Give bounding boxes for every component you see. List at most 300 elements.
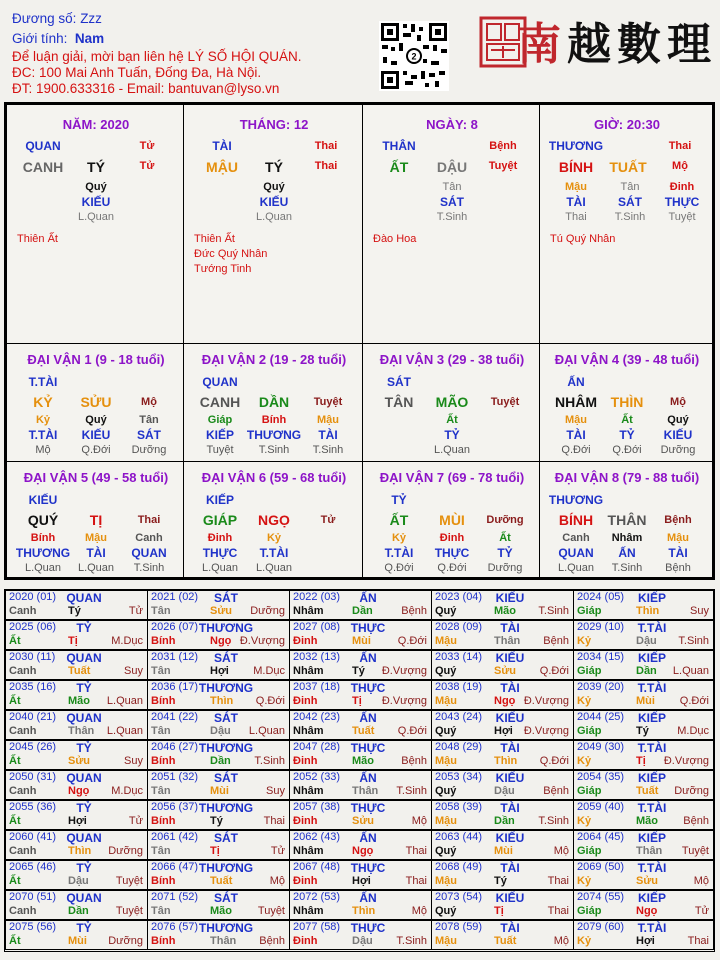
year-label: 2077 (58) bbox=[293, 921, 341, 933]
tang-can: Quý bbox=[667, 414, 689, 426]
thap-than: QUAN bbox=[66, 831, 102, 845]
than-sat: Tú Quý Nhân bbox=[550, 233, 616, 245]
luu-nien-cell[interactable] bbox=[289, 740, 432, 770]
thap-than: THƯƠNG bbox=[198, 621, 254, 635]
luu-nien-cell[interactable] bbox=[5, 680, 148, 710]
luu-nien-cell[interactable] bbox=[431, 710, 574, 740]
truong-sinh: Mộ bbox=[411, 815, 427, 827]
luu-nien-cell[interactable] bbox=[5, 890, 148, 920]
thap-than: SÁT bbox=[214, 591, 238, 605]
thien-can: Canh bbox=[9, 725, 37, 737]
truong-sinh: Thai bbox=[137, 514, 161, 526]
thien-can: Canh bbox=[9, 785, 37, 797]
year-label: 2048 (29) bbox=[435, 741, 483, 753]
dia-chi: Thân bbox=[352, 785, 379, 797]
thien-can: ẤT bbox=[389, 159, 409, 175]
luu-nien-cell[interactable] bbox=[5, 710, 148, 740]
thap-than: QUAN bbox=[66, 711, 102, 725]
tang-can-thap-than: TÀI bbox=[668, 546, 688, 560]
dia-chi: Tị bbox=[68, 635, 78, 647]
tang-can-thap-than: SÁT bbox=[618, 195, 642, 209]
luu-nien-cell[interactable] bbox=[5, 830, 148, 860]
dia-chi: Thìn bbox=[636, 605, 660, 617]
dai-van-title: ĐẠI VẬN 8 (79 - 88 tuổi) bbox=[554, 470, 700, 485]
dai-van-5[interactable] bbox=[6, 461, 184, 578]
tang-can: Bính bbox=[261, 414, 287, 426]
thien-can: Nhâm bbox=[293, 605, 324, 617]
thap-than: KIẾP bbox=[637, 771, 667, 785]
thap-than: QUAN bbox=[25, 139, 61, 153]
thien-can: Giáp bbox=[577, 725, 602, 737]
luu-nien-cell[interactable] bbox=[289, 830, 432, 860]
luu-nien-cell[interactable] bbox=[5, 800, 148, 830]
luu-nien-cell[interactable] bbox=[147, 860, 290, 890]
thap-than: SÁT bbox=[214, 651, 238, 665]
dia-chi: TÝ bbox=[265, 159, 283, 175]
truong-sinh: Mộ bbox=[553, 845, 569, 857]
thap-than: KIẾP bbox=[637, 711, 667, 725]
luu-nien-cell[interactable] bbox=[289, 680, 432, 710]
thien-can: Nhâm bbox=[293, 665, 324, 677]
truong-sinh: M.Dục bbox=[111, 785, 143, 797]
gioi-tinh-label: Giới tính: bbox=[12, 31, 68, 46]
thien-can: Giáp bbox=[577, 665, 602, 677]
year-label: 2043 (24) bbox=[435, 711, 483, 723]
thien-can: Tân bbox=[151, 845, 171, 857]
thap-than: T.TÀI bbox=[637, 921, 667, 935]
luu-nien-cell[interactable] bbox=[431, 650, 574, 680]
luu-nien-cell[interactable] bbox=[289, 860, 432, 890]
tang-can-thap-than: KIẾU bbox=[663, 428, 693, 442]
thien-can: Đinh bbox=[293, 815, 318, 827]
truong-sinh: T.Sinh bbox=[538, 815, 569, 827]
luu-nien-table bbox=[4, 589, 715, 952]
dia-chi: Sửu bbox=[68, 755, 91, 767]
luu-nien-cell[interactable] bbox=[431, 800, 574, 830]
truong-sinh: Mộ bbox=[553, 935, 569, 947]
luu-nien-cell[interactable] bbox=[573, 680, 714, 710]
luu-nien-cell[interactable] bbox=[5, 860, 148, 890]
pillar-title: GIỜ: 20:30 bbox=[593, 117, 661, 132]
thap-than: TÀI bbox=[500, 861, 520, 875]
luu-nien-cell[interactable] bbox=[573, 860, 714, 890]
tang-can-truong-sinh: T.Sinh bbox=[258, 444, 290, 456]
dia-chi: Sửu bbox=[210, 605, 233, 617]
luu-nien-cell[interactable] bbox=[573, 830, 714, 860]
luu-nien-cell[interactable] bbox=[289, 650, 432, 680]
tang-can: Ất bbox=[446, 414, 458, 426]
luu-nien-cell[interactable] bbox=[5, 770, 148, 800]
tang-can-thap-than: T.TÀI bbox=[259, 546, 289, 560]
dia-chi: Tuất bbox=[494, 935, 517, 947]
luu-nien-cell[interactable] bbox=[147, 650, 290, 680]
year-label: 2072 (53) bbox=[293, 891, 341, 903]
tang-can: Mậu bbox=[667, 532, 689, 544]
dia-chi: Mão bbox=[494, 605, 516, 617]
tang-can-truong-sinh: Q.Đới bbox=[437, 562, 467, 574]
luu-nien-cell[interactable] bbox=[289, 590, 432, 620]
thap-than: T.TÀI bbox=[637, 621, 667, 635]
qr-code-icon[interactable] bbox=[379, 21, 449, 91]
thap-than: QUAN bbox=[66, 771, 102, 785]
thien-can: Đinh bbox=[293, 935, 318, 947]
dia-chi: NGỌ bbox=[258, 512, 290, 528]
thap-than: TỶ bbox=[76, 681, 92, 695]
year-label: 2020 (01) bbox=[9, 591, 57, 603]
truong-sinh: Mộ bbox=[269, 875, 285, 887]
thien-can: Mậu bbox=[435, 755, 457, 767]
dai-van-6[interactable] bbox=[183, 461, 363, 578]
tang-can-thap-than: TỶ bbox=[497, 546, 513, 560]
tang-can: Mậu bbox=[565, 181, 587, 193]
year-label: 2025 (06) bbox=[9, 621, 57, 633]
year-label: 2068 (49) bbox=[435, 861, 483, 873]
dia-chi: DẬU bbox=[436, 159, 468, 175]
thap-than: QUAN bbox=[66, 891, 102, 905]
thien-can: BÍNH bbox=[558, 159, 594, 175]
tang-can: Mậu bbox=[565, 414, 587, 426]
thien-can: Bính bbox=[151, 875, 176, 887]
thien-can: Ất bbox=[9, 695, 21, 707]
year-label: 2042 (23) bbox=[293, 711, 341, 723]
dia-chi: Thìn bbox=[68, 845, 92, 857]
tang-can-thap-than: QUAN bbox=[558, 546, 594, 560]
year-label: 2033 (14) bbox=[435, 651, 483, 663]
tang-can-truong-sinh: T.Sinh bbox=[611, 562, 643, 574]
tang-can: Quý bbox=[85, 181, 107, 193]
truong-sinh: M.Dục bbox=[111, 635, 143, 647]
dai-van-7[interactable] bbox=[362, 461, 540, 578]
truong-sinh: Tuyệt bbox=[313, 396, 343, 408]
luu-nien-cell[interactable] bbox=[147, 710, 290, 740]
than-sat: Thiên Ất bbox=[194, 233, 235, 245]
dia-chi: Ngọ bbox=[636, 905, 658, 917]
luu-nien-cell[interactable] bbox=[431, 830, 574, 860]
dia-chi: Tuất bbox=[210, 875, 233, 887]
thap-than: TÀI bbox=[500, 681, 520, 695]
year-label: 2051 (32) bbox=[151, 771, 199, 783]
dai-van-title: ĐẠI VẬN 6 (59 - 68 tuổi) bbox=[201, 470, 347, 485]
truong-sinh: Bệnh bbox=[664, 514, 692, 526]
tang-can-thap-than: SÁT bbox=[137, 428, 161, 442]
dia-chi: Tị bbox=[210, 845, 220, 857]
than-sat: Tướng Tinh bbox=[194, 263, 252, 275]
tang-can-truong-sinh: T.Sinh bbox=[133, 562, 165, 574]
truong-sinh-chi: Thai bbox=[314, 160, 338, 172]
pillar-year bbox=[6, 104, 184, 344]
pillar-title: THÁNG: 12 bbox=[239, 117, 309, 132]
thap-than: THƯƠNG bbox=[548, 139, 604, 153]
thien-can: GIÁP bbox=[202, 512, 238, 528]
luu-nien-cell[interactable] bbox=[147, 620, 290, 650]
dai-van-2[interactable] bbox=[183, 343, 363, 462]
dia-chi: SỬU bbox=[80, 394, 112, 410]
luu-nien-cell[interactable] bbox=[431, 920, 574, 950]
thap-than: TỶ bbox=[76, 741, 92, 755]
thien-can: BÍNH bbox=[558, 512, 594, 528]
year-label: 2079 (60) bbox=[577, 921, 625, 933]
luu-nien-cell[interactable] bbox=[289, 800, 432, 830]
year-label: 2032 (13) bbox=[293, 651, 341, 663]
luu-nien-cell[interactable] bbox=[289, 920, 432, 950]
truong-sinh: Mộ bbox=[411, 905, 427, 917]
thien-can: Ất bbox=[9, 755, 21, 767]
tang-can-truong-sinh: Q.Đới bbox=[612, 444, 642, 456]
thap-than: THƯƠNG bbox=[198, 681, 254, 695]
thien-can: Kỷ bbox=[577, 635, 592, 647]
thien-can: Canh bbox=[9, 905, 37, 917]
year-label: 2056 (37) bbox=[151, 801, 199, 813]
year-label: 2052 (33) bbox=[293, 771, 341, 783]
luu-nien-cell[interactable] bbox=[147, 890, 290, 920]
than-sat: Thiên Ất bbox=[17, 233, 58, 245]
thien-can: Quý bbox=[435, 845, 457, 857]
luu-nien-cell[interactable] bbox=[431, 620, 574, 650]
thien-can: Bính bbox=[151, 695, 176, 707]
truong-sinh: Bệnh bbox=[683, 815, 709, 827]
dia-chi: Mão bbox=[68, 695, 90, 707]
truong-sinh: Mộ bbox=[693, 875, 709, 887]
luu-nien-cell[interactable] bbox=[431, 770, 574, 800]
luu-nien-cell[interactable] bbox=[147, 830, 290, 860]
truong-sinh: Q.Đới bbox=[539, 755, 569, 767]
dia-chi: Sửu bbox=[352, 815, 375, 827]
thien-can: Canh bbox=[9, 845, 37, 857]
luu-nien-cell[interactable] bbox=[573, 770, 714, 800]
pillar-title: NGÀY: 8 bbox=[426, 117, 478, 132]
tang-can-truong-sinh: T.Sinh bbox=[436, 211, 468, 223]
luu-nien-cell[interactable] bbox=[147, 680, 290, 710]
dia-chi: Tị bbox=[636, 755, 646, 767]
dia-chi: Hợi bbox=[210, 665, 229, 677]
dia-chi: Thân bbox=[494, 635, 521, 647]
truong-sinh: Dưỡng bbox=[486, 514, 524, 526]
thap-than: QUAN bbox=[66, 651, 102, 665]
thien-can: Mậu bbox=[435, 875, 457, 887]
thap-than: ẤN bbox=[359, 711, 377, 725]
truong-sinh: Tử bbox=[320, 514, 336, 526]
dia-chi: Hợi bbox=[494, 725, 513, 737]
truong-sinh: Bệnh bbox=[543, 785, 569, 797]
truong-sinh: L.Quan bbox=[106, 695, 143, 707]
year-label: 2023 (04) bbox=[435, 591, 483, 603]
dia-chi: Tuất bbox=[68, 665, 91, 677]
truong-sinh: Tử bbox=[128, 815, 143, 827]
tang-can-thap-than: T.TÀI bbox=[384, 546, 414, 560]
truong-sinh: T.Sinh bbox=[396, 785, 427, 797]
luu-nien-cell[interactable] bbox=[5, 590, 148, 620]
dia-chi: Dần bbox=[494, 815, 515, 827]
tang-can: Kỷ bbox=[391, 532, 407, 544]
truong-sinh: Bệnh bbox=[543, 635, 569, 647]
year-label: 2061 (42) bbox=[151, 831, 199, 843]
luu-nien-cell[interactable] bbox=[573, 620, 714, 650]
dia-chi: Thìn bbox=[210, 695, 234, 707]
dia-chi: Dậu bbox=[210, 725, 231, 737]
tang-can-thap-than: THỰC bbox=[664, 195, 700, 209]
luu-nien-cell[interactable] bbox=[5, 740, 148, 770]
thien-can: Đinh bbox=[293, 875, 318, 887]
tang-can-truong-sinh: L.Quan bbox=[201, 562, 239, 574]
tang-can-truong-sinh: L.Quan bbox=[255, 562, 293, 574]
thap-than: T.TÀI bbox=[637, 681, 667, 695]
truong-sinh: L.Quan bbox=[672, 665, 709, 677]
thien-can: Mậu bbox=[435, 635, 457, 647]
phone-email-line: ĐT: 1900.633316 - Email: bantuvan@lyso.vn bbox=[12, 81, 280, 96]
luu-nien-cell[interactable] bbox=[147, 920, 290, 950]
truong-sinh: Mộ bbox=[670, 396, 686, 408]
than-sat: Đào Hoa bbox=[373, 233, 417, 245]
dia-chi: Mão bbox=[210, 905, 232, 917]
dia-chi: Ngọ bbox=[352, 845, 374, 857]
tang-can-truong-sinh: T.Sinh bbox=[312, 444, 344, 456]
thap-than: ẤN bbox=[359, 771, 377, 785]
contact-line: Để luận giải, mời bạn liên hệ LÝ SỐ HỘI QUÁN. bbox=[12, 49, 302, 64]
truong-sinh: M.Dục bbox=[677, 725, 709, 737]
dia-chi: Dần bbox=[636, 665, 657, 677]
truong-sinh: T.Sinh bbox=[396, 935, 427, 947]
tang-can-truong-sinh: L.Quan bbox=[77, 562, 115, 574]
tang-can: Đinh bbox=[207, 532, 233, 544]
tang-can-truong-sinh: L.Quan bbox=[255, 211, 293, 223]
luu-nien-cell[interactable] bbox=[431, 860, 574, 890]
truong-sinh: Tử bbox=[694, 905, 709, 917]
tang-can-thap-than: QUAN bbox=[131, 546, 167, 560]
thien-can: CANH bbox=[22, 159, 64, 175]
year-label: 2070 (51) bbox=[9, 891, 57, 903]
luu-nien-cell[interactable] bbox=[289, 890, 432, 920]
thap-than: TỶ bbox=[76, 801, 92, 815]
dai-van-title: ĐẠI VẬN 3 (29 - 38 tuổi) bbox=[379, 352, 525, 367]
tang-can-truong-sinh: Q.Đới bbox=[561, 444, 591, 456]
luu-nien-cell[interactable] bbox=[573, 920, 714, 950]
tang-can-truong-sinh: Dưỡng bbox=[131, 444, 167, 456]
tang-can-truong-sinh: T.Sinh bbox=[614, 211, 646, 223]
year-label: 2026 (07) bbox=[151, 621, 199, 633]
thap-than: KIẾP bbox=[637, 651, 667, 665]
truong-sinh: Q.Đới bbox=[539, 665, 569, 677]
luu-nien-cell[interactable] bbox=[573, 650, 714, 680]
luu-nien-cell[interactable] bbox=[147, 800, 290, 830]
dai-van-title: ĐẠI VẬN 4 (39 - 48 tuổi) bbox=[554, 352, 700, 367]
luu-nien-cell[interactable] bbox=[147, 770, 290, 800]
dai-van-1[interactable] bbox=[6, 343, 184, 462]
thien-can: KỶ bbox=[33, 394, 53, 410]
luu-nien-cell[interactable] bbox=[431, 740, 574, 770]
year-label: 2066 (47) bbox=[151, 861, 199, 873]
luu-nien-cell[interactable] bbox=[147, 740, 290, 770]
dia-chi: Thân bbox=[636, 845, 663, 857]
truong-sinh: Tuyệt bbox=[115, 905, 143, 917]
dia-chi: Tuất bbox=[352, 725, 375, 737]
year-label: 2064 (45) bbox=[577, 831, 625, 843]
dai-van-8[interactable] bbox=[539, 461, 713, 578]
luu-nien-cell[interactable] bbox=[573, 890, 714, 920]
luu-nien-cell[interactable] bbox=[431, 890, 574, 920]
luu-nien-cell[interactable] bbox=[431, 590, 574, 620]
thap-than: THỰC bbox=[350, 921, 386, 935]
thap-than: KIẾU bbox=[495, 591, 525, 605]
truong-sinh: Tuyệt bbox=[681, 845, 709, 857]
dai-van-4[interactable] bbox=[539, 343, 713, 462]
luu-nien-cell[interactable] bbox=[573, 590, 714, 620]
dia-chi: Thân bbox=[210, 935, 237, 947]
dia-chi: MÃO bbox=[435, 394, 469, 410]
truong-sinh: Đ.Vượng bbox=[523, 725, 569, 737]
luu-nien-cell[interactable] bbox=[289, 710, 432, 740]
dia-chi: Mùi bbox=[210, 785, 229, 797]
tang-can: Mậu bbox=[85, 532, 107, 544]
tang-can-truong-sinh: Tuyệt bbox=[206, 444, 234, 456]
year-label: 2022 (03) bbox=[293, 591, 341, 603]
truong-sinh: Đ.Vượng bbox=[663, 755, 709, 767]
thien-can: Tân bbox=[151, 665, 171, 677]
thien-can: NHÂM bbox=[555, 394, 597, 410]
thap-than: TÀI bbox=[500, 621, 520, 635]
thien-can: Giáp bbox=[577, 605, 602, 617]
thien-can: QUÝ bbox=[27, 512, 59, 528]
thap-than: T.TÀI bbox=[28, 375, 58, 389]
thap-than: TÀI bbox=[500, 921, 520, 935]
tang-can-truong-sinh: Dưỡng bbox=[487, 562, 523, 574]
thien-can: Kỷ bbox=[577, 755, 592, 767]
dia-chi: Dần bbox=[68, 905, 89, 917]
luu-nien-cell[interactable] bbox=[5, 920, 148, 950]
year-label: 2069 (50) bbox=[577, 861, 625, 873]
luu-nien-cell[interactable] bbox=[573, 740, 714, 770]
thap-than: ẤN bbox=[359, 891, 377, 905]
thien-can: Bính bbox=[151, 935, 176, 947]
luu-nien-cell[interactable] bbox=[289, 770, 432, 800]
thap-than: THỰC bbox=[350, 681, 386, 695]
luu-nien-cell[interactable] bbox=[289, 620, 432, 650]
luu-nien-cell[interactable] bbox=[5, 620, 148, 650]
tang-can-thap-than: TỶ bbox=[444, 428, 460, 442]
luu-nien-cell[interactable] bbox=[147, 590, 290, 620]
dia-chi: Tý bbox=[352, 665, 365, 677]
luu-nien-cell[interactable] bbox=[573, 710, 714, 740]
truong-sinh: Q.Đới bbox=[397, 725, 427, 737]
pillar-title: NĂM: 2020 bbox=[62, 117, 130, 132]
thien-can: Kỷ bbox=[577, 875, 592, 887]
gioi-tinh-value: Nam bbox=[74, 31, 105, 46]
truong-sinh: Đ.Vượng bbox=[381, 665, 427, 677]
dai-van-3[interactable] bbox=[362, 343, 540, 462]
thien-can: TÂN bbox=[384, 394, 414, 410]
luu-nien-cell[interactable] bbox=[573, 800, 714, 830]
tang-can: Đinh bbox=[669, 181, 695, 193]
dia-chi: Sửu bbox=[636, 875, 659, 887]
luu-nien-cell[interactable] bbox=[431, 680, 574, 710]
tang-can: Quý bbox=[263, 181, 285, 193]
thap-than: KIẾP bbox=[205, 493, 235, 507]
address-line: ĐC: 100 Mai Anh Tuấn, Đống Đa, Hà Nội. bbox=[12, 65, 262, 80]
thien-can: Canh bbox=[9, 605, 37, 617]
dia-chi: Tuất bbox=[636, 785, 659, 797]
luu-nien-cell[interactable] bbox=[5, 650, 148, 680]
dai-van-title: ĐẠI VẬN 5 (49 - 58 tuổi) bbox=[23, 470, 169, 485]
truong-sinh: Thai bbox=[668, 140, 692, 152]
truong-sinh: Bệnh bbox=[489, 140, 517, 152]
thap-than: SÁT bbox=[214, 771, 238, 785]
tang-can: Mậu bbox=[317, 414, 339, 426]
thien-can: Mậu bbox=[435, 695, 457, 707]
thap-than: THƯƠNG bbox=[198, 921, 254, 935]
thien-can: Nhâm bbox=[293, 785, 324, 797]
year-label: 2059 (40) bbox=[577, 801, 625, 813]
truong-sinh: Q.Đới bbox=[397, 635, 427, 647]
year-label: 2049 (30) bbox=[577, 741, 625, 753]
